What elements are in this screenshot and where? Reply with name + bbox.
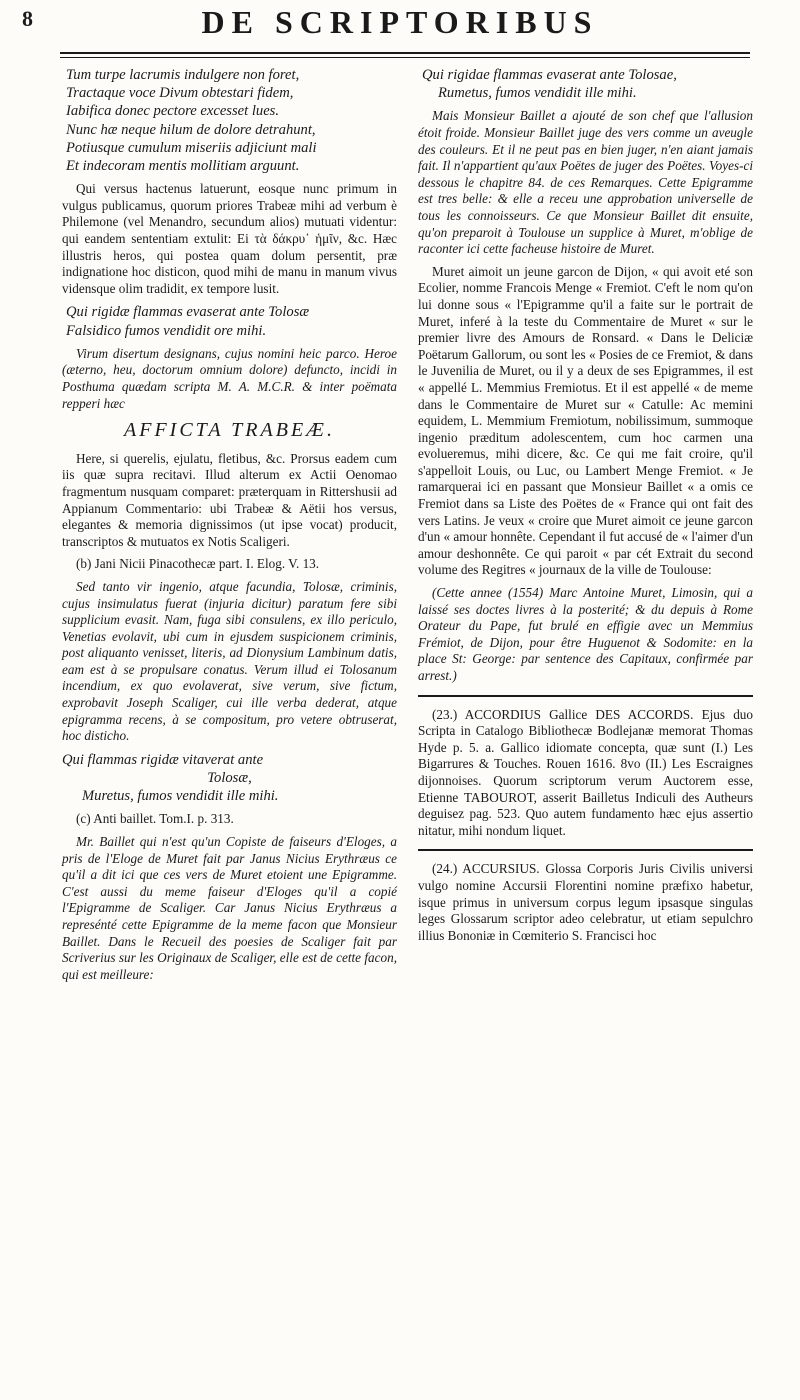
footnote-b: (b) Jani Nicii Pinacothecæ part. I. Elog. V. 13. bbox=[76, 556, 320, 572]
header-rule-thin bbox=[60, 57, 750, 58]
section-rule bbox=[418, 849, 753, 851]
footnote-text: Sed tanto vir ingenio, atque facundia, Tolosæ, criminis, cujus insimulatus fuerat (injuria dicitur) paratum fere sibi supplicium evasit. Nam, fuga sibi consulens, ex illo periculo, Venetias evolavit, ubi cum in ejusdem suspicionem criminis, post aliquanto venisset, literis, ad Dionysium Lambinum datis, eam est à se propulsare conatus. Verum illud ei Tolosanum incendium, ex quo evolaverat, sive verum, sive fictum, exprobavit Joseph Scaliger, cui ille verba dederat, atque epigramma recens, à se compositum, pro vetere obtruserat, hoc disticho. bbox=[62, 578, 397, 744]
register-extract: (Cette annee (1554) Marc Antoine Muret, Limosin, qui a laissé ses doctes livres à la posterité; & du depuis à Rome Orateur du Pape, fut brulé en effigie avec un Memmius Frémiot, de Dijon, pour être Huguenot & Sodomite: en la place St: George: par sentence des Capitaux, confirmée par arrest.) bbox=[418, 585, 753, 683]
section-rule bbox=[418, 695, 753, 697]
commentary-paragraph: Muret aimoit un jeune garcon de Dijon, « qui avoit eté son Ecolier, nomme Francois Menge « Fremiot. C'eft le nom qu'on lui donne sous « l'Epigramme qu'il a faite sur le portrait de Muret, inferé à la teste du Commentaire de Muret « sur le premier livre des Amours de Ronsard. « Dans le Deliciæ Poëtarum Gallorum, ou sont les « Posies de ce Fremiot, & dans le Juvenilia de Muret, ou il y a deux de ses Epigrammes, il est « appellé L. Memmius Fremiotus. Et il est appellé « de meme dans le Commentaire de Muret sur « Catulle: Ac memini equidem, L. Memmium Fremiotum, nobilissimum, summoque ingenio præditum adolescentem, cum hoc carmen una evolueremus, mihi dicere, &c. Ce qui me fait croire, qu'il s'appelloit Louis, ou Luc, ou Lambert Menge Fremiot. « Je ramarquerai ici en passant que Monsieur Baillet « a omis ce Fremiot dans sa Liste des Poëtes de « France qui ont fait des vers Latins. Je veux « croire que Muret aimoit ce jeune garcon d'un « amour honnête. Cependant il fut accusé de « l'aimer d'un amour deshonnête. Ce qui paroit « par cét Extrait du second volume des Regitres « journaux de la ville de Toulouse: bbox=[418, 263, 753, 578]
verse-line: Tractaque voce Divum obtestari fidem, bbox=[66, 85, 294, 102]
verse-quote-1 bbox=[66, 66, 397, 175]
page-number: 8 bbox=[22, 6, 33, 31]
verse-line: Qui rigidae flammas evaserat ante Tolosae, bbox=[422, 67, 677, 83]
commentary-paragraph: Virum disertum designans, cujus nomini heic parco. Heroe (æterno, heu, doctorum omnium dolore) defuncto, incidi in Posthuma quædam scripta M. A. M.C.R. & inter poëmata repperi hæc bbox=[62, 345, 397, 411]
right-column bbox=[418, 66, 753, 950]
left-column bbox=[62, 66, 397, 989]
commentary-paragraph: Here, si querelis, ejulatu, fletibus, &c. Prorsus eadem cum iis quæ supra recitavi. Illud alterum ex Actii Oenomao fragmentum nusquam comparet: præterquam in Rittershusii ad Appianum Commentario: ubi Trabeæ & Aëtii hos versus, elegantes & memoria dignissimos (ut ipse vocat) producit, transcriptos & mutuatos ex Notis Scaligeri. bbox=[62, 450, 397, 549]
footnote-text: Mr. Baillet qui n'est qu'un Copiste de faiseurs d'Eloges, a pris de l'Eloge de Muret fait par Janus Nicius Erythræus ce qu'il a dit ici que ces vers de Muret etoient une Epigramme. C'est aussi du meme faiseur d'Eloges qu'il a copié l'Epigramme de Scaliger. Car Janus Nicius Erythræus a represénté cette Epigramme de la meme facon que Monsieur Baillet. Dans le Recueil des poesies de Scaliger fait par Scriverius sur les Originaux de Scaliger, elle est de cette facon, qui est meilleure: bbox=[62, 834, 397, 982]
entry-accursius: (24.) ACCURSIUS. Glossa Corporis Juris Civilis universi vulgo nomine Accursii Florentini nomine præfixo habetur, isque primus in universum corpus legum ipsasque singulas leges Glossarum scriptor adeo celebratur, ut etiam sepulchro illius Bononiæ in Cœmiterio S. Francisci hoc bbox=[418, 861, 753, 943]
footnote-c: (c) Anti baillet. Tom.I. p. 313. bbox=[76, 811, 234, 827]
verse-line: Muretus, fumos vendidit ille mihi. bbox=[82, 788, 279, 805]
verse-line: Tolosæ, bbox=[207, 770, 252, 787]
commentary-paragraph: Mais Monsieur Baillet a ajouté de son chef que l'allusion étoit froide. Monsieur Baillet juge des vers comme un aveugle des couleurs. Et il ne peut pas en bien juger, n'en aiant jamais fait. Il n'appartient qu'aux Poëtes de juger des Poëtes. Voyes-ci dessous le chapitre 84. de ces Remarques. Cette Epigramme est tres belle: & elle a receu une approbation universelle de tous les connoisseurs. Ce que Monsieur Baillet dit ensuite, qu'on preparoit à Toulouse un supplice à Muret, m'oblige de raconter ici cette facheuse histoire de Muret. bbox=[418, 108, 753, 257]
entry-accordius: (23.) ACCORDIUS Gallice DES ACCORDS. Ejus duo Scripta in Catalogo Bibliothecæ Bodlejanæ memorat Thomas Hyde p. 5. a. Gallico idiomate concepta, quæ sunt (I.) Les Bigarrures & Touches. Rouen 1616. 8vo (II.) Les Escraignes dijonnoises. Quorum scriptorum verum Auctorem esse, Etienne TABOUROT, asserit Bailletus Indiculi des Autheurs deguisez pag. 523. Quo autem fundamento hæc ejus assertio nitatur, mihi nondum liquet. bbox=[418, 706, 753, 838]
header-rule bbox=[60, 52, 750, 54]
verse-line: Qui flammas rigidæ vitaverat ante bbox=[62, 751, 264, 768]
running-title: DE SCRIPTORIBUS bbox=[201, 4, 599, 40]
verse-line: Nunc hæ neque hilum de dolore detrahunt, bbox=[66, 121, 316, 138]
verse-line: Qui rigidæ flammas evaserat ante Tolosæ bbox=[66, 304, 310, 321]
section-heading: AFFICTA TRABEÆ. bbox=[124, 419, 335, 442]
verse-line: Iabifica donec pectore excesset lues. bbox=[66, 103, 280, 120]
verse-line: Tum turpe lacrumis indulgere non foret, bbox=[66, 67, 300, 83]
verse-line: Rumetus, fumos vendidit ille mihi. bbox=[438, 85, 637, 102]
verse-quote-3 bbox=[62, 751, 397, 806]
verse-line: Potiusque cumulum miseriis adjiciunt mali bbox=[66, 139, 317, 156]
verse-quote-2 bbox=[66, 303, 397, 339]
verse-quote-4 bbox=[422, 66, 753, 102]
commentary-paragraph: Qui versus hactenus latuerunt, eosque nunc primum in vulgus publicamus, quorum priores Trabeæ mihi ad verbum è Philemone (vel Menandro, secundum alios) mutuati videntur: qui eandem sententiam extulit: Ei τὰ δάκρυ᾽ ἡμῖν, &c. Hæc illustris heros, qui postea quam dolum persentit, præ indignatione hoc disticon, quod mihi de manu in manum vivus vidensque olim tradidit, ex tempore lusit. bbox=[62, 181, 397, 296]
verse-line: Et indecoram mentis mollitiam arguunt. bbox=[66, 158, 300, 175]
verse-line: Falsidico fumos vendidit ore mihi. bbox=[66, 322, 267, 339]
